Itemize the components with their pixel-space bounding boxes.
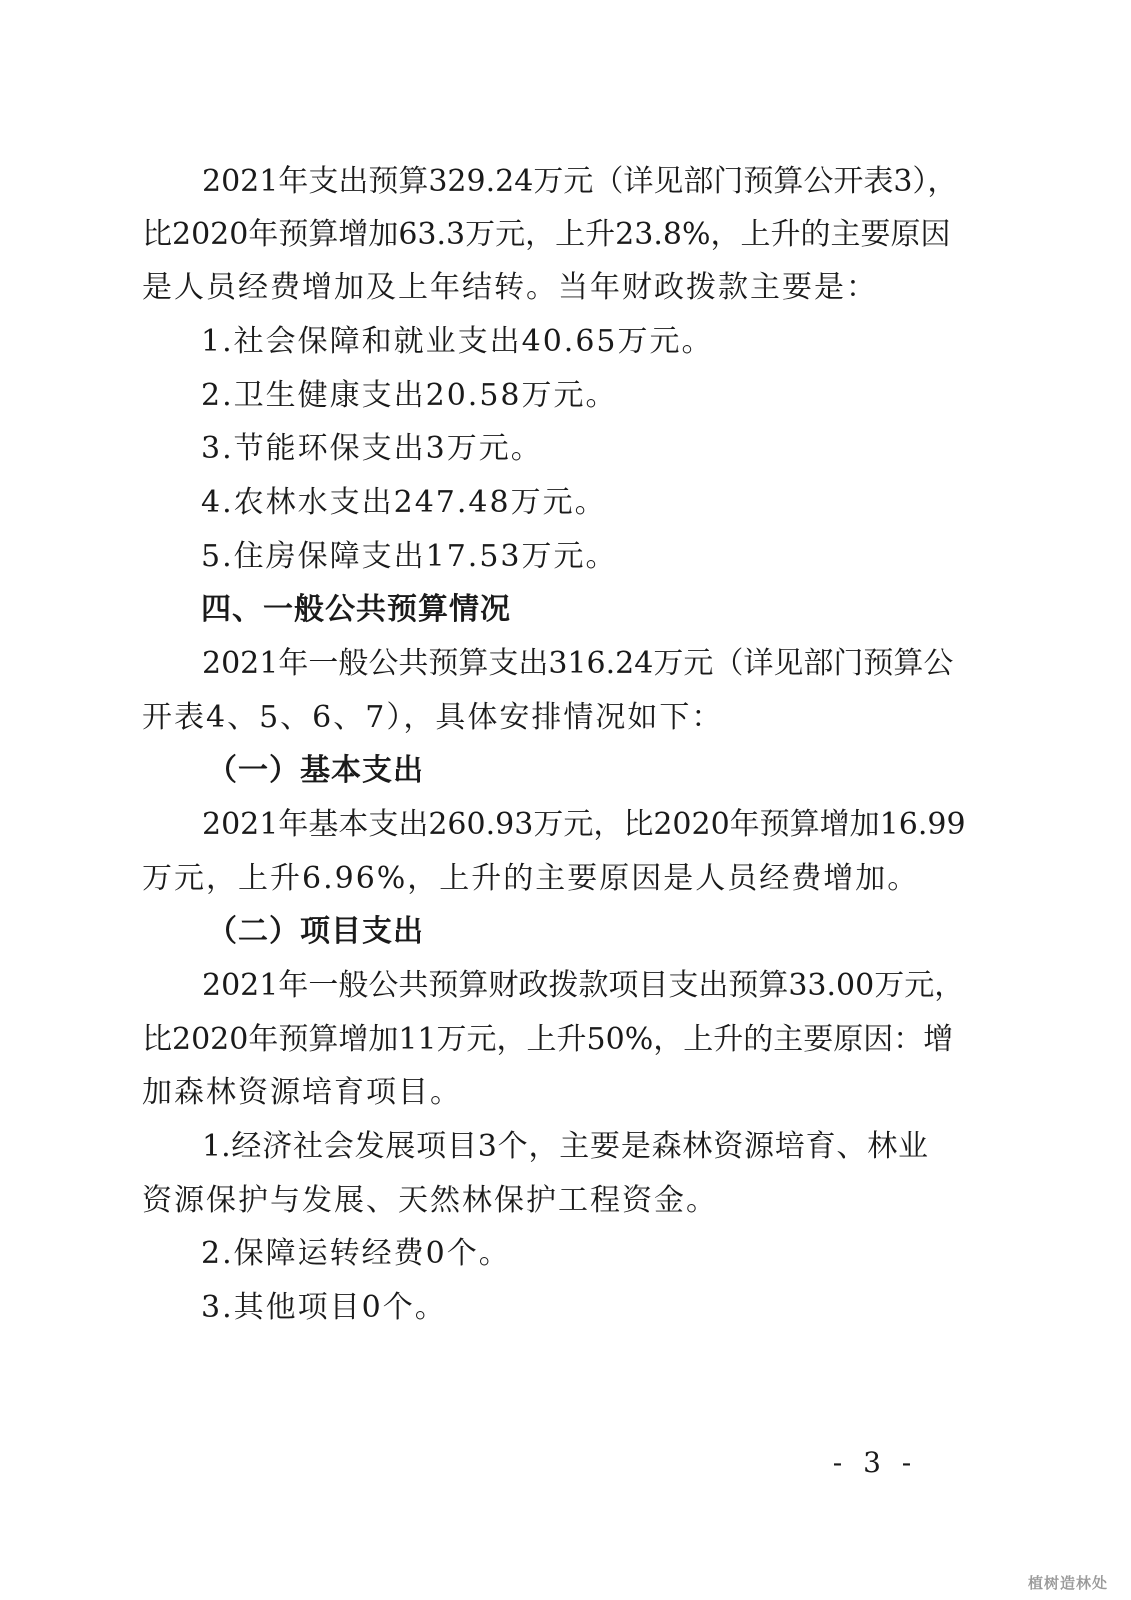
list-item: 2.保障运转经费0个。 bbox=[201, 1236, 511, 1271]
list-item: 4.农林水支出247.48万元。 bbox=[201, 485, 607, 520]
paragraph-line: 比2020年预算增加63.3万元，上升23.8%，上升的主要原因 bbox=[142, 217, 951, 252]
paragraph-line: 2021年支出预算329.24万元（详见部门预算公开表3）， bbox=[202, 164, 958, 199]
paragraph-line: 加森林资源培育项目。 bbox=[142, 1075, 462, 1110]
list-item: 1.经济社会发展项目3个，主要是森林资源培育、林业 bbox=[202, 1129, 928, 1164]
subsection-heading: （一）基本支出 bbox=[207, 753, 424, 788]
paragraph-line: 万元，上升6.96%，上升的主要原因是人员经费增加。 bbox=[142, 861, 920, 896]
paragraph-line: 2021年一般公共预算支出316.24万元（详见部门预算公 bbox=[202, 646, 954, 681]
subsection-heading: （二）项目支出 bbox=[207, 914, 424, 949]
paragraph-line: 2021年一般公共预算财政拨款项目支出预算33.00万元， bbox=[202, 968, 965, 1003]
list-item-continuation: 资源保护与发展、天然林保护工程资金。 bbox=[142, 1183, 718, 1218]
page-number: - 3 - bbox=[832, 1446, 918, 1479]
list-item: 1.社会保障和就业支出40.65万元。 bbox=[201, 324, 714, 359]
section-heading: 四、一般公共预算情况 bbox=[201, 592, 511, 627]
paragraph-line: 是人员经费增加及上年结转。当年财政拨款主要是： bbox=[142, 270, 878, 305]
list-item: 3.节能环保支出3万元。 bbox=[201, 431, 543, 466]
paragraph-line: 开表4、5、6、7），具体安排情况如下： bbox=[142, 700, 724, 735]
list-item: 3.其他项目0个。 bbox=[201, 1290, 447, 1325]
watermark-stamp: 植树造林处 bbox=[1028, 1574, 1109, 1592]
paragraph-line: 比2020年预算增加11万元，上升50%，上升的主要原因：增 bbox=[142, 1022, 954, 1057]
paragraph-line: 2021年基本支出260.93万元，比2020年预算增加16.99 bbox=[202, 807, 966, 842]
list-item: 2.卫生健康支出20.58万元。 bbox=[201, 378, 618, 413]
list-item: 5.住房保障支出17.53万元。 bbox=[201, 539, 618, 574]
